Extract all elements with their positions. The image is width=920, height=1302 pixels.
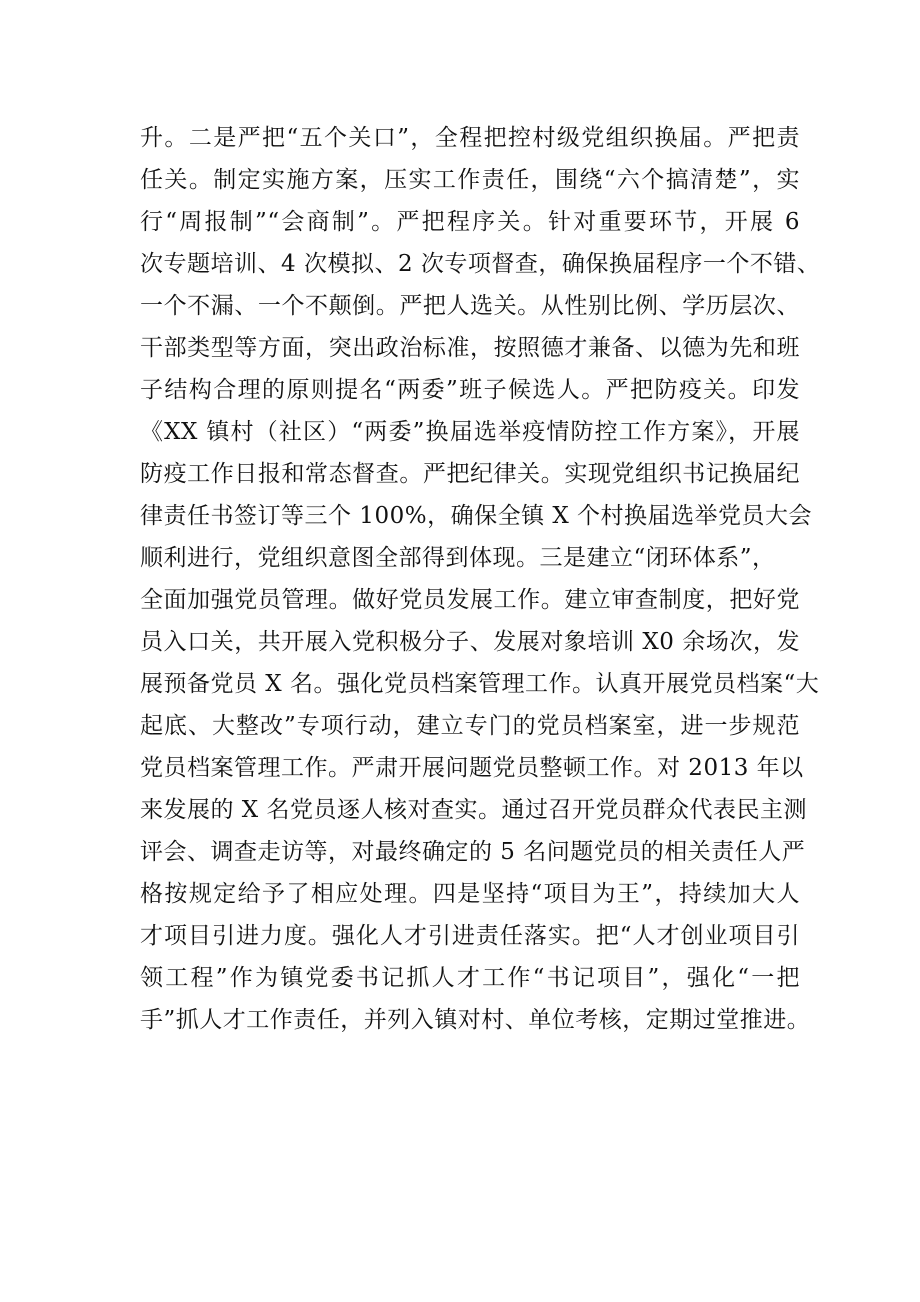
text-line: 《XX 镇村（社区）“两委”换届选举疫情防控工作方案》，开展 xyxy=(140,419,800,445)
text-line: 全面加强党员管理。做好党员发展工作。建立审查制度，把好党 xyxy=(140,587,800,613)
text-line: 展预备党员 X 名。强化党员档案管理工作。认真开展党员档案“大 xyxy=(140,671,820,697)
text-line: 行“周报制”“会商制”。严把程序关。针对重要环节，开展 6 xyxy=(140,209,800,235)
text-line: 律责任书签订等三个 100%，确保全镇 X 个村换届选举党员大会 xyxy=(140,503,813,529)
text-line: 党员档案管理工作。严肃开展问题党员整顿工作。对 2013 年以 xyxy=(140,755,804,781)
text-line: 干部类型等方面，突出政治标准，按照德才兼备、以德为先和班 xyxy=(140,335,800,361)
text-line: 升。二是严把“五个关口”，全程把控村级党组织换届。严把责 xyxy=(140,125,800,151)
text-line: 一个不漏、一个不颠倒。严把人选关。从性别比例、学历层次、 xyxy=(140,293,800,319)
text-line: 才项目引进力度。强化人才引进责任落实。把“人才创业项目引 xyxy=(140,923,800,949)
text-line: 子结构合理的原则提名“两委”班子候选人。严把防疫关。印发 xyxy=(140,377,800,403)
text-line: 评会、调查走访等，对最终确定的 5 名问题党员的相关责任人严 xyxy=(140,839,806,865)
text-line: 任关。制定实施方案，压实工作责任，围绕“六个搞清楚”，实 xyxy=(140,167,800,193)
text-line: 起底、大整改”专项行动，建立专门的党员档案室，进一步规范 xyxy=(140,713,800,739)
text-line: 来发展的 X 名党员逐人核对查实。通过召开党员群众代表民主测 xyxy=(140,797,807,823)
text-line: 领工程”作为镇党委书记抓人才工作“书记项目”，强化“一把 xyxy=(140,965,800,991)
text-line: 手”抓人才工作责任，并列入镇对村、单位考核，定期过堂推进。 xyxy=(140,1007,811,1033)
text-line: 格按规定给予了相应处理。四是坚持“项目为王”，持续加大人 xyxy=(140,881,800,907)
text-line: 防疫工作日报和常态督查。严把纪律关。实现党组织书记换届纪 xyxy=(140,461,800,487)
text-line: 顺利进行，党组织意图全部得到体现。三是建立“闭环体系”， xyxy=(140,545,776,571)
text-line: 次专题培训、4 次模拟、2 次专项督查，确保换届程序一个不错、 xyxy=(140,251,821,277)
text-line: 员入口关，共开展入党积极分子、发展对象培训 X0 余场次，发 xyxy=(140,629,800,655)
body-paragraph xyxy=(140,117,821,1041)
